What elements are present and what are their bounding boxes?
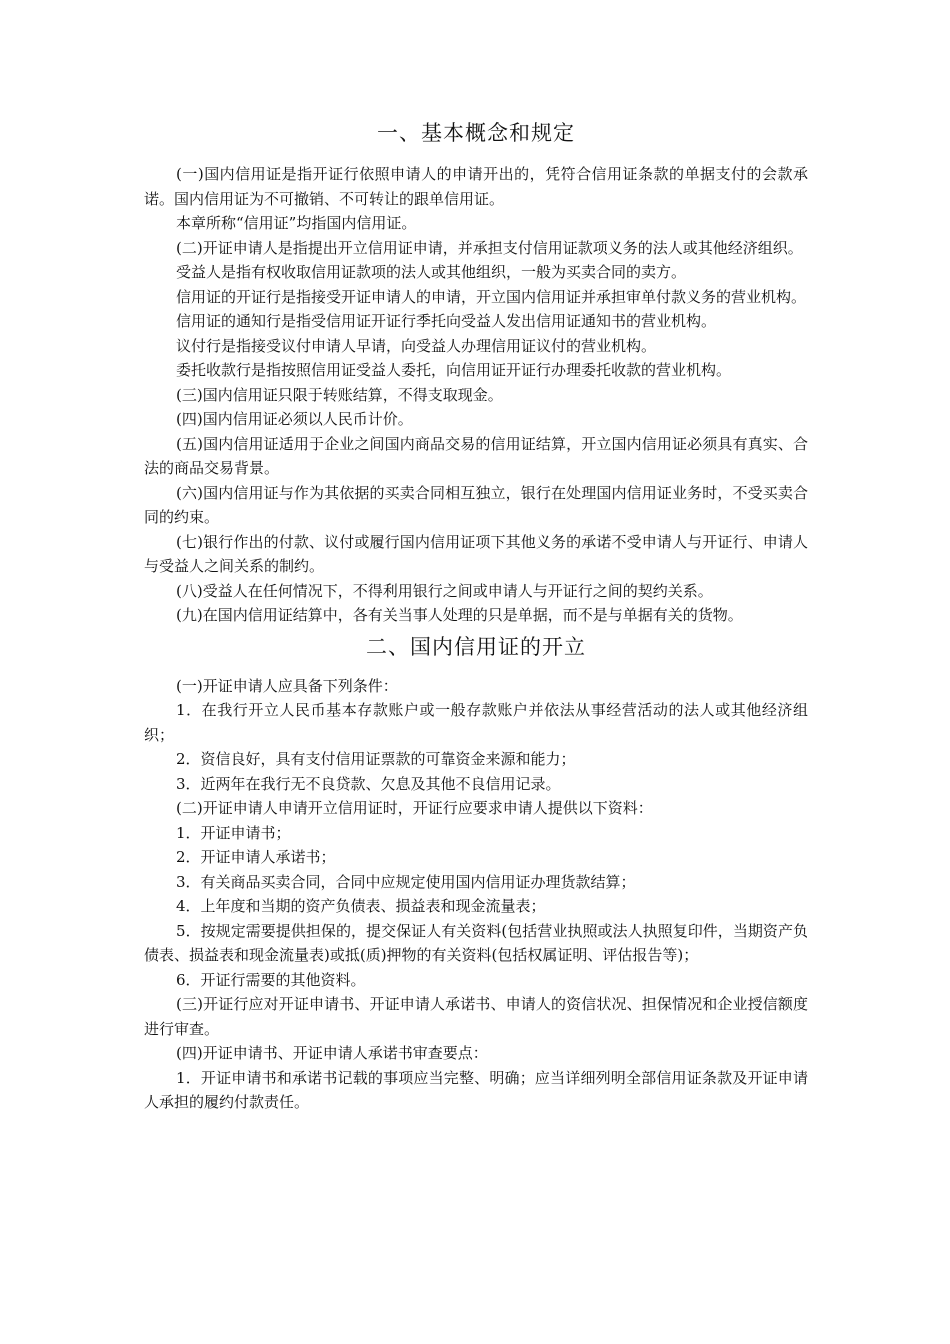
paragraph: 1．在我行开立人民币基本存款账户或一般存款账户并依法从事经营活动的法人或其他经济组织； xyxy=(144,701,808,744)
paragraph: 本章所称“信用证”均指国内信用证。 xyxy=(176,214,417,232)
paragraph: 5．按规定需要提供担保的，提交保证人有关资料(包括营业执照或法人执照复印件，当期资产负债表、损益表和现金流量表)或抵(质)押物的有关资料(包括权属证明、评估报告等)； xyxy=(144,921,808,964)
section-title: 二、国内信用证的开立 xyxy=(366,634,586,659)
section-issuance xyxy=(144,674,808,1115)
document-body xyxy=(144,118,808,1115)
paragraph: 委托收款行是指按照信用证受益人委托，向信用证开证行办理委托收款的营业机构。 xyxy=(176,361,732,379)
paragraph: (一)国内信用证是指开证行依照申请人的申请开出的，凭符合信用证条款的单据支付的会款承诺。国内信用证为不可撤销、不可转让的跟单信用证。 xyxy=(144,165,808,208)
paragraph: 3．有关商品买卖合同，合同中应规定使用国内信用证办理货款结算； xyxy=(176,872,636,891)
paragraph: 2．开证申请人承诺书； xyxy=(176,848,336,866)
paragraph: 议付行是指接受议付申请人早请，向受益人办理信用证议付的营业机构。 xyxy=(176,336,657,355)
paragraph: 6．开证行需要的其他资料。 xyxy=(176,970,366,989)
paragraph: (三)国内信用证只限于转账结算，不得支取现金。 xyxy=(176,385,503,404)
paragraph: (七)银行作出的付款、议付或履行国内信用证项下其他义务的承诺不受申请人与开证行、申请人与受益人之间关系的制约。 xyxy=(144,532,808,575)
section-title: 一、基本概念和规定 xyxy=(377,121,575,145)
paragraph: (二)开证申请人申请开立信用证时，开证行应要求申请人提供以下资料： xyxy=(176,799,653,817)
paragraph: 信用证的通知行是指受信用证开证行季托向受益人发出信用证通知书的营业机构。 xyxy=(176,312,717,330)
paragraph: (九)在国内信用证结算中，各有关当事人处理的只是单据，而不是与单据有关的货物。 xyxy=(176,606,743,624)
paragraph: 2．资信良好，具有支付信用证票款的可靠资金来源和能力； xyxy=(176,750,576,768)
paragraph: 1．开证申请书和承诺书记载的事项应当完整、明确；应当详细列明全部信用证条款及开证申请人承担的履约付款责任。 xyxy=(144,1068,808,1111)
paragraph: (一)开证申请人应具备下列条件： xyxy=(176,676,398,695)
paragraph: (五)国内信用证适用于企业之间国内商品交易的信用证结算，开立国内信用证必须具有真实、合法的商品交易背景。 xyxy=(144,434,808,477)
paragraph: (三)开证行应对开证申请书、开证申请人承诺书、申请人的资信状况、担保情况和企业授信额度进行审查。 xyxy=(144,995,808,1038)
paragraph: (二)开证申请人是指提出开立信用证申请，并承担支付信用证款项义务的法人或其他经济组织。 xyxy=(176,238,803,257)
paragraph: (八)受益人在任何情况下，不得利用银行之间或申请人与开证行之间的契约关系。 xyxy=(176,581,713,600)
paragraph: (四)国内信用证必须以人民币计价。 xyxy=(176,410,413,428)
paragraph: 4．上年度和当期的资产负债表、损益表和现金流量表； xyxy=(176,897,546,915)
paragraph: 信用证的开证行是指接受开证申请人的申请，开立国内信用证并承担审单付款义务的营业机构。 xyxy=(176,287,807,306)
paragraph: 1．开证申请书； xyxy=(176,823,291,842)
paragraph: (四)开证申请书、开证申请人承诺书审查要点： xyxy=(176,1044,488,1062)
section-basic-concepts xyxy=(144,162,808,628)
paragraph: 3．近两年在我行无不良贷款、欠息及其他不良信用记录。 xyxy=(176,774,561,793)
paragraph: 受益人是指有权收取信用证款项的法人或其他组织，一般为买卖合同的卖方。 xyxy=(176,263,687,281)
paragraph: (六)国内信用证与作为其依据的买卖合同相互独立，银行在处理国内信用证业务时，不受买卖合同的约束。 xyxy=(144,483,808,526)
